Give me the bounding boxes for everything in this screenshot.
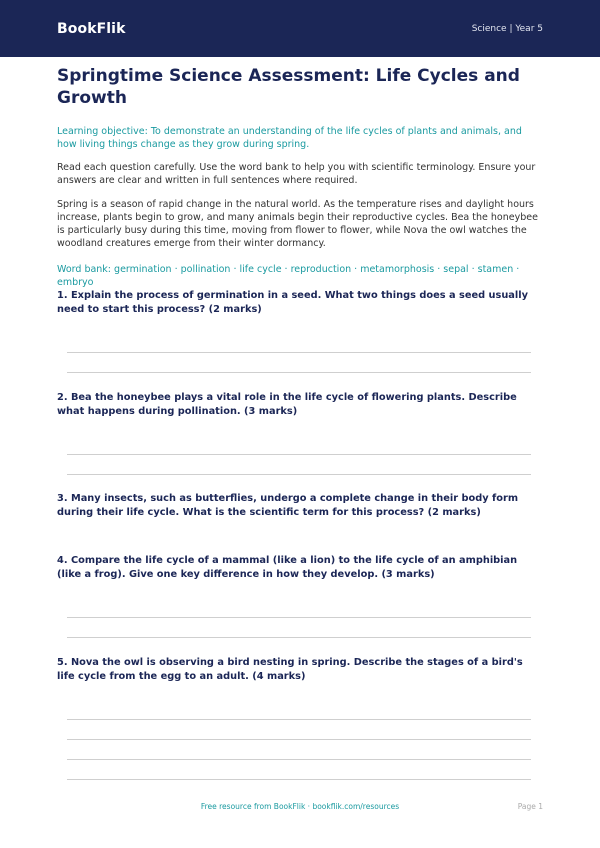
answer-line[interactable] — [67, 739, 531, 740]
answer-line[interactable] — [67, 454, 531, 455]
subject-year-label: Science | Year 5 — [471, 23, 543, 34]
answer-line[interactable] — [67, 474, 531, 475]
instructions-text: Read each question carefully. Use the word bank to help you with scientific terminology. Ensure your answers are clear and written in full sentences where required. — [57, 162, 536, 187]
word-bank: Word bank: germination · pollination · life cycle · reproduction · metamorphosis · sepal · stamen · embryo — [57, 263, 520, 288]
answer-line[interactable] — [67, 617, 531, 618]
question-2: 2. Bea the honeybee plays a vital role in the life cycle of flowering plants. Describe what happens during pollination. (3 marks) — [57, 392, 517, 417]
answer-line[interactable] — [67, 372, 531, 373]
page-header — [0, 0, 600, 57]
question-1: 1. Explain the process of germination in a seed. What two things does a seed usually need to start this process? (2 marks) — [57, 290, 529, 315]
answer-line[interactable] — [67, 779, 531, 780]
question-3: 3. Many insects, such as butterflies, undergo a complete change in their body form during their life cycle. What is the scientific term for this process? (2 marks) — [57, 493, 519, 518]
brand-logo[interactable]: BookFlik — [57, 20, 126, 37]
answer-line[interactable] — [67, 759, 531, 760]
question-5: 5. Nova the owl is observing a bird nesting in spring. Describe the stages of a bird's life cycle from the egg to an adult. (4 marks) — [57, 657, 523, 682]
intro-text: Spring is a season of rapid change in the natural world. As the temperature rises and daylight hours increase, plants begin to grow, and many animals begin their reproductive cycles. Bea the honeybee is particularly busy during this time, moving from flower to flower, while Nova the owl watches the woodland creatures emerge from their winter dormancy. — [57, 198, 538, 250]
footer-link[interactable]: Free resource from BookFlik · bookflik.com/resources — [200, 802, 400, 811]
answer-line[interactable] — [67, 352, 531, 353]
page-number: Page 1 — [517, 802, 543, 811]
learning-objective: Learning objective: To demonstrate an understanding of the life cycles of plants and animals, and how living things change as they grow during spring. — [57, 126, 522, 150]
question-4: 4. Compare the life cycle of a mammal (like a lion) to the life cycle of an amphibian (like a frog). Give one key difference in how they develop. (3 marks) — [57, 555, 518, 580]
page-title: Springtime Science Assessment: Life Cycles and Growth — [57, 66, 520, 108]
intro-section — [57, 66, 543, 289]
answer-line[interactable] — [67, 719, 531, 720]
answer-line[interactable] — [67, 637, 531, 638]
